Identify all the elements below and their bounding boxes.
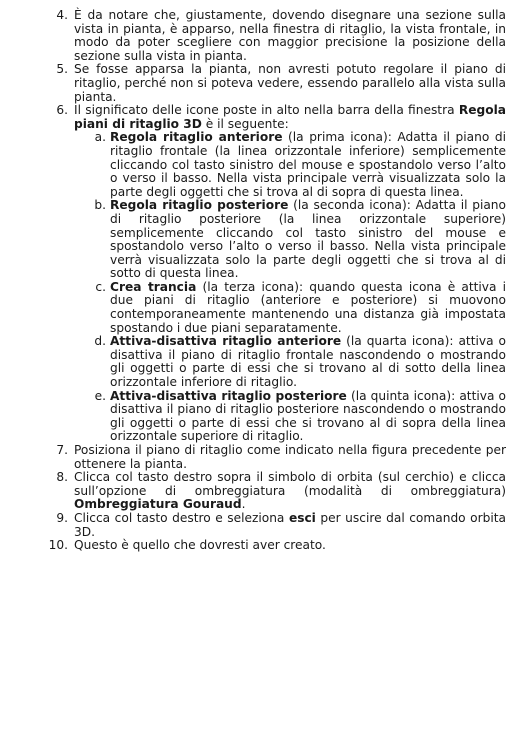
item-number: 6. xyxy=(56,103,68,118)
sub-list-item xyxy=(74,131,506,199)
sub-item-text xyxy=(110,335,506,389)
item-text-part: Il significato delle icone poste in alto nella barra della finestra xyxy=(74,103,459,118)
sub-item-letter: a. xyxy=(94,130,106,145)
item-number: 8. xyxy=(56,470,68,485)
item-number: 7. xyxy=(56,443,68,457)
sub-item-letter: c. xyxy=(95,279,106,294)
list-item xyxy=(44,539,506,553)
icon-meaning-list xyxy=(74,131,506,444)
list-item xyxy=(44,63,506,104)
command-name: Crea trancia xyxy=(110,279,197,294)
sub-item-text xyxy=(110,131,506,199)
item-number: 5. xyxy=(56,62,68,77)
item-number: 10. xyxy=(48,538,68,553)
command-name: Attiva-disattiva ritaglio anteriore xyxy=(110,334,342,349)
item-text: Posiziona il piano di ritaglio come indicato nella figura precedente per ottenere la pianta. xyxy=(74,443,506,471)
item-text-part: per uscire dal comando orbita 3D. xyxy=(74,510,507,539)
instruction-list xyxy=(44,9,506,553)
item-text: È da notare che, giustamente, dovendo disegnare una sezione sulla vista in pianta, è apparso, nella finestra di ritaglio, la vista frontale, in modo da poter scegliere con maggior precisione la posizione della sezione sulla vista in pianta. xyxy=(74,8,506,63)
sub-list-item xyxy=(74,199,506,281)
shading-mode-name: Ombreggiatura Gouraud xyxy=(74,497,242,512)
list-item xyxy=(44,104,506,444)
sub-item-description: (la seconda icona): Adatta il piano di ritaglio posteriore (la linea orizzontale superiore) semplicemente cliccando col tasto sinistro del mouse e spostandolo verso l’alto o verso il basso. Nella vista principale verrà visualizzata solo la parte degli oggetti che si trova al di sotto di questa linea. xyxy=(110,198,506,281)
sub-item-description: (la prima icona): Adatta il piano di ritaglio frontale (la linea orizzontale inferiore) semplicemente cliccando col tasto sinistro del mouse e spostandolo verso l’alto o verso il basso. Nella vista principale verrà visualizzata solo la parte degli oggetti che si trova al di sopra di questa linea. xyxy=(110,130,506,199)
sub-item-text xyxy=(110,199,506,281)
sub-list-item xyxy=(74,335,506,389)
sub-item-letter: b. xyxy=(94,198,106,213)
list-item xyxy=(44,444,506,471)
item-text-part: è il seguente: xyxy=(201,116,289,131)
item-text: Se fosse apparsa la pianta, non avresti potuto regolare il piano di ritaglio, perché non si poteva vedere, essendo parallelo alla vista sulla pianta. xyxy=(74,62,506,104)
sub-list-item xyxy=(74,281,506,335)
item-number: 9. xyxy=(56,510,68,525)
item-text-part: Clicca col tasto destro sopra il simbolo di orbita (sul cerchio) e clicca sull’opzione di ombreggiatura (modalità di ombreggiatura) xyxy=(74,470,506,498)
sub-list-item xyxy=(74,390,506,444)
sub-item-text xyxy=(110,390,506,444)
list-item xyxy=(44,471,506,512)
sub-item-description: (la terza icona): quando questa icona è attiva i due piani di ritaglio (anteriore e posteriore) si muovono contemporaneamente mantenendo una distanza già impostata spostando i due piani separatamente. xyxy=(110,279,506,335)
sub-item-text xyxy=(110,281,506,335)
command-name: Regola ritaglio anteriore xyxy=(110,130,283,145)
item-text: Questo è quello che dovresti aver creato. xyxy=(74,538,326,553)
item-number: 4. xyxy=(56,8,68,22)
item-text xyxy=(74,471,506,512)
menu-option-name: esci xyxy=(288,510,316,525)
list-item xyxy=(44,9,506,63)
sub-item-letter: d. xyxy=(94,334,106,349)
sub-item-description: (la quinta icona): attiva o disattiva il piano di ritaglio posteriore nascondendo o mostrando gli oggetti o parte di essi che si trovano al di sopra della linea orizzontale superiore di ritaglio. xyxy=(110,388,506,444)
sub-item-description: (la quarta icona): attiva o disattiva il piano di ritaglio frontale nascondendo o mostrando gli oggetti o parte di essi che si trovano al di sotto della linea orizzontale inferiore di ritaglio. xyxy=(110,334,507,390)
window-name: Regola piani di ritaglio 3D xyxy=(74,103,506,131)
sub-item-letter: e. xyxy=(94,388,106,403)
item-text xyxy=(74,104,506,131)
item-text-part: . xyxy=(241,497,246,512)
list-item xyxy=(44,512,506,539)
item-text-part: Clicca col tasto destro e seleziona xyxy=(74,510,289,525)
command-name: Attiva-disattiva ritaglio posteriore xyxy=(110,388,347,403)
command-name: Regola ritaglio posteriore xyxy=(110,198,289,213)
item-text xyxy=(74,512,506,539)
